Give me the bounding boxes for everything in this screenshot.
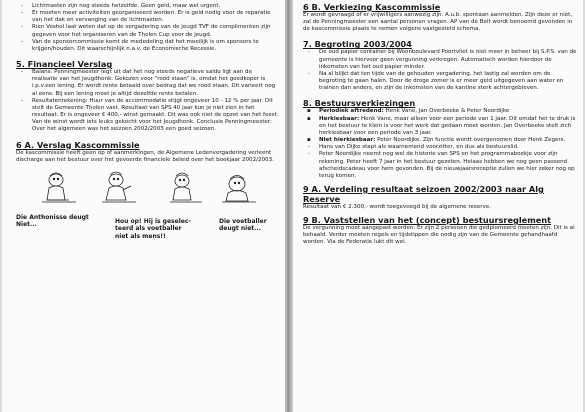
list-item: - Lichtmasten zijn nog steeds hetzelfde. Geen geld, maar wel urgent. (16, 3, 279, 10)
section-title-begroting: 7. Begroting 2003/2004 (303, 39, 412, 50)
list-item: ▪ Periodiek aftredend: Henk Vane, Jan Overbeeke & Peter Noordijke (303, 108, 577, 115)
list-item: - Er moeten meer activiteiten georganiseerd worden. Er is geld nodig voor de reparatie van het dak en vervanging van de lichtmasten. (16, 10, 279, 24)
caption-3: Die voetballer deugt niet... (219, 217, 267, 233)
list-item: ▪ Herkiesbaar: Henk Vane, maar alleen voor een periode van 1 jaar. Dit omdat het te druk is en het bestuur te klein is voor het werk dat gedaan moet worden. Jan Overbeeke stelt zich herkiesbaar voor een periode van 3 jaar. (303, 116, 577, 137)
list-item: - Rien Voshol laat weten dat op de vergadering van de jeugd TVF de complimenten zijn gegeven voor het organiseren van de Tholen Cup voor de jeugd. (16, 24, 279, 38)
left-page (2, 0, 285, 412)
section-title-financieel-verslag: 5. Financieel Verslag (16, 59, 113, 70)
financieel-list (16, 69, 279, 133)
list-item: - Resultatenrekening: Huur van de accommodatie stijgt ongeveer 10 - 12 % per jaar. Dit stelt de Gemeente Tholen vast. Resultaat van SPS 40 jaar kun je niet zien in het resultaat. Er is ongeveer € 400,- winst gemaakt. Dit was ook niet de opzet van het feest. Van de winst wordt iets leuks gekocht voor het Jeugdhonk. Conclusie Penningmeester: Over het algemeen was het seizoen 2002/2003 een goed seizoen. (16, 98, 279, 134)
verkiezing-text: Er wordt gevraagd of er vrijwilligers aanwezig zijn. A.u.b. spontaan aanmelden. Zijn deze er niet, zal de Penningmeester een aantal personen vragen. AP van de Belt wordt benoemd gevonden in de kascommissie plaats te nemen volgens vastgesteld schema. (303, 12, 573, 33)
list-item: - Hans van Dijke stapt als waarnemend voorzitter, en dus als bestuurslid. (303, 144, 577, 151)
section-title-bestuursreglement: 9 B. Vaststellen van het (concept) bestuursreglement (303, 215, 552, 226)
section-title-bestuursverkiezingen: 8. Bestuursverkiezingen (303, 98, 416, 109)
list-item: - Balans: Penningmeester legt uit dat het nog steeds negatieve saldo ligt aan de realisatie van het Jeugdhonk. Gekozen voor "rood staan" is, omdat het goedkoper is i.p.v.een lening. Er wordt rente betaald over bedrag dat we rood staan. Dit varieert nog al eens. Bij een lening moet je altijd dezelfde rente betalen. (16, 69, 279, 98)
cartoon-referees-image (32, 166, 272, 210)
section-title-verslag-kascommissie: 6 A. Verslag Kascommissie (16, 139, 140, 150)
cartoon-illustration (16, 166, 279, 210)
bestuur-list (303, 108, 577, 180)
cartoon-captions (16, 210, 279, 250)
section-title-verdeling-resultaat: 9 A. Verdeling resultaat seizoen 2002/2003 naar Alg Reserve (303, 183, 544, 204)
intro-list (16, 3, 279, 53)
list-item: ▪ Niet hierkiesbaar: Peter Noordijke. Zijn functie wordt overgenomen door Henk Zegers. (303, 137, 577, 144)
begroting-list (303, 49, 577, 92)
list-item: - Peter Noordijke neemt nog wel de historie van SPS en het programmaboekje voor zijn rekening. Peter heeft 7 jaar in het bestuur gezeten. Helaas hebben we nog geen passend afscheidscadeau voor hem gevonden. Bij de nieuwjaarsreceptie zullen we hier zeker nog op terug komen. (303, 151, 577, 180)
kascommissie-text: De kascommissie heeft geen op of aanmerkingen, de Algemene Ledenvergadering verleent discharge aan het bestuur over het gevoerde financiele beleid over het boekjaar 2002/2003. (16, 149, 274, 163)
list-item: - Van de sponsorcommissie komt de mededeling dat het moeilijk is om sponsors te krijgen/houden. Dit waarschijnlijk n.a.v. de Economische Recessie. (16, 39, 279, 53)
list-item: - De oud papier container bij Woonboulevard Poortvliet is niet meer in beheer bij S.P.S. van de gemeente is hiervoor geen vergunning verkregen. Automatisch worden hierdoor de inkomsten van het oud papier minder. (303, 49, 577, 70)
list-item: - Na al blijkt dat ten tijde van de gehouden vergadering, het lastig zal worden om de begroting te gaan halen. Door de droge zomer is er meer geld uitgegeven aan water en trainen dan anders, en zijn de inkomsten van de kantine sterk achtergebleven. (303, 71, 577, 92)
caption-1: Die Anthonisse deugt Niet... (16, 213, 89, 229)
section-title-verkiezing-kascommissie: 6 B. Verkiezing Kascommissie (303, 2, 441, 12)
bestuursreglement-text: De vergunning moet aangepast worden. Er zijn 2 personen die gedplomeerd moeten zijn. Dit is al behaald. Verder moeten regels en tijdstippen die nodig zijn van de Gemeente gehandhaafd worden. Via de Federatie lukt dit wel. (303, 225, 575, 246)
caption-2: Hou op! Hij is geselec- teerd als voetballer niet als mens!! (115, 217, 191, 240)
book-gutter (285, 0, 293, 412)
verdeling-text: Resultaat van € 2.300,- wordt toegevoegd bij de algemene reserve. (303, 203, 491, 210)
right-page (293, 0, 583, 412)
